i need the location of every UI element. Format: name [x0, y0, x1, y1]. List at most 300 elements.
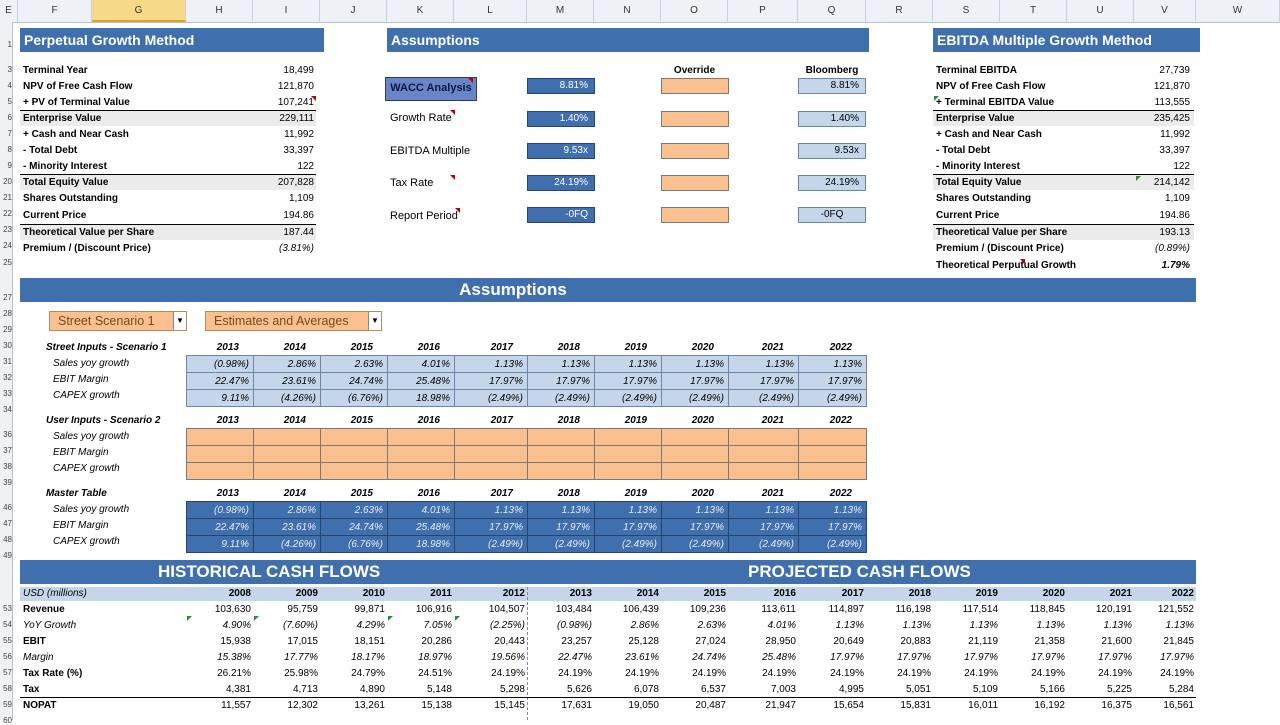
cash-flow-cell[interactable]: 12,302	[287, 700, 318, 711]
table-cell[interactable]: 2.86%	[254, 502, 321, 519]
cash-flow-cell[interactable]: 17.77%	[284, 652, 318, 663]
cash-flow-cell[interactable]: 16,375	[1101, 700, 1132, 711]
table-cell[interactable]: 17.97%	[799, 373, 867, 390]
ebitda-value[interactable]: 121,870	[1153, 81, 1190, 92]
table-cell[interactable]: 4.01%	[388, 502, 455, 519]
column-header-m[interactable]: M	[527, 0, 594, 22]
wacc-analysis-button[interactable]: WACC Analysis	[385, 77, 477, 101]
table-cell[interactable]	[729, 429, 799, 446]
row-number[interactable]: 30	[3, 341, 12, 350]
cash-flow-cell[interactable]: 5,051	[905, 684, 931, 695]
column-header-w[interactable]: W	[1196, 0, 1280, 22]
cash-flow-cell[interactable]: 21,600	[1101, 636, 1132, 647]
cash-flow-cell[interactable]: 1.13%	[835, 620, 864, 631]
table-cell[interactable]: 1.13%	[662, 356, 729, 373]
cash-flow-cell[interactable]: 5,298	[499, 684, 525, 695]
ebitda-value[interactable]: 27,739	[1159, 65, 1190, 76]
table-cell[interactable]: (2.49%)	[662, 390, 729, 407]
perpetual-label[interactable]: + PV of Terminal Value	[23, 97, 130, 108]
table-cell[interactable]	[388, 429, 455, 446]
table-cell[interactable]: 2.63%	[321, 502, 388, 519]
table-cell[interactable]	[254, 429, 321, 446]
ebitda-value[interactable]: 122	[1173, 161, 1190, 172]
table-cell[interactable]: (4.26%)	[254, 390, 321, 407]
row-number[interactable]: 37	[3, 446, 12, 455]
perpetual-value[interactable]: 187.44	[283, 227, 314, 238]
assumptions-section-banner[interactable]	[20, 278, 1196, 302]
cash-flow-cell[interactable]: 106,439	[622, 604, 659, 615]
perpetual-value[interactable]: 1,109	[288, 193, 314, 204]
row-number[interactable]: 23	[3, 225, 12, 234]
cash-flow-cell[interactable]: (0.98%)	[556, 620, 592, 631]
row-number[interactable]: 55	[3, 636, 12, 645]
cash-flow-cell[interactable]: 17.97%	[897, 652, 931, 663]
cash-flow-cell[interactable]: 24.19%	[830, 668, 864, 679]
cash-flow-cell[interactable]: 5,626	[566, 684, 592, 695]
cash-flow-cell[interactable]: 27,024	[695, 636, 726, 647]
bloomberg-cell-period[interactable]: -0FQ	[798, 207, 866, 223]
perpetual-value[interactable]: 207,828	[277, 177, 314, 188]
cash-flow-cell[interactable]: 16,011	[968, 700, 998, 711]
table-cell[interactable]	[729, 446, 799, 463]
row-number[interactable]: 8	[7, 145, 12, 154]
row-number[interactable]: 57	[3, 668, 12, 677]
cash-flow-cell[interactable]: 95,759	[287, 604, 318, 615]
perpetual-label[interactable]: Terminal Year	[23, 65, 88, 76]
bloomberg-cell-wacc[interactable]: 8.81%	[798, 78, 866, 94]
table-cell[interactable]: 17.97%	[662, 373, 729, 390]
tax-rate-value-cell[interactable]: 24.19%	[527, 175, 595, 191]
cash-flow-cell[interactable]: 15.38%	[217, 652, 251, 663]
ebitda-label[interactable]: + Cash and Near Cash	[936, 129, 1042, 140]
cash-flow-cell[interactable]: 113,611	[761, 604, 796, 615]
table-cell[interactable]: 25.48%	[388, 519, 455, 536]
table-cell[interactable]	[388, 446, 455, 463]
cash-flow-cell[interactable]: 116,198	[895, 604, 931, 615]
row-number[interactable]: 31	[3, 357, 12, 366]
table-cell[interactable]	[321, 429, 388, 446]
table-cell[interactable]	[455, 463, 528, 480]
table-cell[interactable]	[528, 463, 595, 480]
table-cell[interactable]	[799, 446, 867, 463]
cash-flow-cell[interactable]: 7.05%	[423, 620, 452, 631]
table-cell[interactable]	[729, 463, 799, 480]
table-cell[interactable]: 17.97%	[455, 519, 528, 536]
table-cell[interactable]: 1.13%	[799, 502, 867, 519]
perpetual-label[interactable]: Enterprise Value	[23, 113, 102, 124]
cash-flow-cell[interactable]: 24.19%	[964, 668, 998, 679]
ebitda-label[interactable]: + Terminal EBITDA Value	[936, 97, 1055, 108]
table-cell[interactable]: (0.98%)	[187, 502, 254, 519]
column-header-u[interactable]: U	[1067, 0, 1134, 22]
cash-flow-cell[interactable]: 117,514	[962, 604, 998, 615]
ebitda-value[interactable]: 193.13	[1159, 227, 1190, 238]
cash-flow-cell[interactable]: 24.19%	[558, 668, 592, 679]
cash-flow-cell[interactable]: 19,050	[628, 700, 659, 711]
cash-flow-cell[interactable]: 24.19%	[762, 668, 796, 679]
row-number[interactable]: 59	[3, 700, 12, 709]
table-cell[interactable]: 2.63%	[321, 356, 388, 373]
cash-flow-cell[interactable]: 15,138	[421, 700, 452, 711]
row-number[interactable]: 36	[3, 430, 12, 439]
table-cell[interactable]: 4.01%	[388, 356, 455, 373]
perpetual-label[interactable]: Shares Outstanding	[23, 193, 119, 204]
ebitda-value[interactable]: 1.79%	[1161, 260, 1190, 271]
table-cell[interactable]: 1.13%	[662, 502, 729, 519]
table-cell[interactable]	[595, 429, 662, 446]
cash-flow-cell[interactable]: 20,883	[900, 636, 931, 647]
table-cell[interactable]	[799, 429, 867, 446]
table-cell[interactable]	[528, 446, 595, 463]
cash-flow-cell[interactable]: 23.61%	[625, 652, 659, 663]
table-cell[interactable]: (4.26%)	[254, 536, 321, 553]
perpetual-label[interactable]: - Minority Interest	[23, 161, 107, 172]
cash-flow-cell[interactable]: 15,831	[900, 700, 931, 711]
row-number[interactable]: 7	[7, 129, 12, 138]
table-cell[interactable]: 17.97%	[595, 519, 662, 536]
cash-flow-cell[interactable]: 23,257	[561, 636, 592, 647]
column-header-t[interactable]: T	[1000, 0, 1067, 22]
cash-flow-cell[interactable]: 17.97%	[1098, 652, 1132, 663]
cash-flow-cell[interactable]: 17.97%	[1160, 652, 1194, 663]
cash-flow-cell[interactable]: 17,631	[561, 700, 592, 711]
perpetual-value[interactable]: 11,992	[284, 129, 314, 140]
column-header-n[interactable]: N	[594, 0, 661, 22]
row-number[interactable]: 24	[3, 241, 12, 250]
table-cell[interactable]: (6.76%)	[321, 390, 388, 407]
table-cell[interactable]: 1.13%	[455, 356, 528, 373]
table-cell[interactable]: 1.13%	[799, 356, 867, 373]
override-cell-period[interactable]	[661, 207, 729, 223]
cash-flow-cell[interactable]: 4.90%	[222, 620, 251, 631]
perpetual-label[interactable]: Theoretical Value per Share	[23, 227, 155, 238]
row-number[interactable]: 3	[7, 65, 12, 74]
ebitda-label[interactable]: Theoretical Perputual Growth	[936, 260, 1077, 271]
table-cell[interactable]: (0.98%)	[187, 356, 254, 373]
cash-flow-cell[interactable]: 25,128	[628, 636, 659, 647]
table-cell[interactable]: 23.61%	[254, 519, 321, 536]
ebitda-value[interactable]: 235,425	[1153, 113, 1190, 124]
row-number[interactable]: 5	[7, 97, 12, 106]
table-cell[interactable]: 17.97%	[455, 373, 528, 390]
table-cell[interactable]: (2.49%)	[528, 536, 595, 553]
cash-flow-cell[interactable]: 17.97%	[830, 652, 864, 663]
row-number[interactable]: 27	[3, 293, 12, 302]
row-number[interactable]: 46	[3, 503, 12, 512]
override-cell-tax[interactable]	[661, 175, 729, 191]
ebitda-value[interactable]: 214,142	[1153, 177, 1190, 188]
perpetual-label[interactable]: Total Equity Value	[23, 177, 109, 188]
cash-flow-cell[interactable]: 6,078	[633, 684, 659, 695]
ebitda-label[interactable]: Premium / (Discount Price)	[936, 243, 1064, 254]
wacc-value-cell[interactable]: 8.81%	[527, 78, 595, 94]
cash-flow-cell[interactable]: 26.21%	[217, 668, 251, 679]
ebitda-method-title[interactable]: EBITDA Multiple Growth Method	[933, 28, 1200, 52]
assumptions-title[interactable]: Assumptions	[387, 28, 869, 52]
table-cell[interactable]: (2.49%)	[729, 390, 799, 407]
cash-flow-cell[interactable]: 15,938	[220, 636, 251, 647]
cash-flow-cell[interactable]: 24.74%	[692, 652, 726, 663]
table-cell[interactable]	[455, 446, 528, 463]
cash-flow-cell[interactable]: 15,654	[833, 700, 864, 711]
table-cell[interactable]: (2.49%)	[455, 536, 528, 553]
row-number[interactable]: 9	[7, 161, 12, 170]
row-number[interactable]: 56	[3, 652, 12, 661]
ebitda-value[interactable]: 11,992	[1160, 129, 1190, 140]
override-cell-ebitda[interactable]	[661, 143, 729, 159]
table-cell[interactable]	[595, 463, 662, 480]
cash-flow-cell[interactable]: 4,995	[838, 684, 864, 695]
cash-flow-cell[interactable]: 1.13%	[1103, 620, 1132, 631]
cash-flow-cell[interactable]: 21,358	[1034, 636, 1065, 647]
table-cell[interactable]: 17.97%	[662, 519, 729, 536]
table-cell[interactable]	[662, 429, 729, 446]
column-header-q[interactable]: Q	[798, 0, 866, 22]
cash-flow-cell[interactable]: 11,557	[221, 700, 251, 711]
table-cell[interactable]	[187, 429, 254, 446]
column-header-e[interactable]: E	[0, 0, 18, 22]
table-cell[interactable]	[321, 446, 388, 463]
perpetual-value[interactable]: 122	[297, 161, 314, 172]
cash-flow-cell[interactable]: 2.63%	[697, 620, 726, 631]
ebitda-value[interactable]: 113,555	[1154, 97, 1190, 108]
estimates-dropdown[interactable]	[205, 311, 382, 331]
ebitda-label[interactable]: Terminal EBITDA	[936, 65, 1017, 76]
table-cell[interactable]: (2.49%)	[799, 536, 867, 553]
ebitda-label[interactable]: Total Equity Value	[936, 177, 1022, 188]
cash-flow-cell[interactable]: 21,119	[968, 636, 998, 647]
column-header-o[interactable]: O	[661, 0, 728, 22]
cash-flow-cell[interactable]: 18.17%	[351, 652, 385, 663]
ebitda-value[interactable]: 33,397	[1159, 145, 1190, 156]
cash-flow-cell[interactable]: 5,284	[1168, 684, 1194, 695]
cash-flow-cell[interactable]: 24.19%	[692, 668, 726, 679]
perpetual-label[interactable]: Premium / (Discount Price)	[23, 243, 151, 254]
table-cell[interactable]: 1.13%	[528, 356, 595, 373]
table-cell[interactable]: 17.97%	[729, 519, 799, 536]
cash-flow-cell[interactable]: 20,649	[833, 636, 864, 647]
perpetual-growth-title[interactable]: Perpetual Growth Method	[20, 28, 324, 52]
cash-flow-cell[interactable]: 5,148	[426, 684, 452, 695]
table-cell[interactable]: 2.86%	[254, 356, 321, 373]
table-cell[interactable]: 17.97%	[528, 519, 595, 536]
cash-flow-cell[interactable]: 16,192	[1034, 700, 1065, 711]
cash-flow-cell[interactable]: 1.13%	[902, 620, 931, 631]
row-number[interactable]: 22	[3, 209, 12, 218]
row-number[interactable]: 1	[7, 40, 12, 49]
table-cell[interactable]: 17.97%	[729, 373, 799, 390]
cash-flow-cell[interactable]: 24.79%	[351, 668, 385, 679]
column-header-i[interactable]: I	[253, 0, 320, 22]
cash-flow-cell[interactable]: 99,871	[354, 604, 385, 615]
row-number[interactable]: 32	[3, 373, 12, 382]
table-cell[interactable]: 24.74%	[321, 373, 388, 390]
row-number[interactable]: 38	[3, 462, 12, 471]
cash-flow-cell[interactable]: 4,890	[359, 684, 385, 695]
cash-flow-cell[interactable]: 13,261	[354, 700, 385, 711]
row-number[interactable]: 58	[3, 684, 12, 693]
column-header-h[interactable]: H	[186, 0, 253, 22]
table-cell[interactable]: 9.11%	[187, 536, 254, 553]
table-cell[interactable]: 1.13%	[729, 502, 799, 519]
table-cell[interactable]: 1.13%	[528, 502, 595, 519]
ebitda-label[interactable]: - Total Debt	[936, 145, 991, 156]
cash-flow-cell[interactable]: 6,537	[700, 684, 726, 695]
row-number[interactable]: 47	[3, 519, 12, 528]
cash-flow-cell[interactable]: 20,286	[421, 636, 452, 647]
table-cell[interactable]: 23.61%	[254, 373, 321, 390]
cash-flow-cell[interactable]: 17.97%	[1031, 652, 1065, 663]
ebitda-value[interactable]: 194.86	[1159, 210, 1190, 221]
ebitda-label[interactable]: Theoretical Value per Share	[936, 227, 1068, 238]
cash-flow-cell[interactable]: 2.86%	[630, 620, 659, 631]
row-number[interactable]: 21	[3, 193, 12, 202]
table-cell[interactable]: 1.13%	[455, 502, 528, 519]
table-cell[interactable]: (2.49%)	[729, 536, 799, 553]
cash-flow-cell[interactable]: 104,507	[488, 604, 525, 615]
table-cell[interactable]: 17.97%	[528, 373, 595, 390]
growth-rate-value-cell[interactable]: 1.40%	[527, 111, 595, 127]
cash-flow-cell[interactable]: 1.13%	[969, 620, 998, 631]
row-number[interactable]: 20	[3, 177, 12, 186]
table-cell[interactable]: (2.49%)	[595, 536, 662, 553]
table-cell[interactable]	[321, 463, 388, 480]
cash-flow-cell[interactable]: 25.98%	[284, 668, 318, 679]
cash-flow-cell[interactable]: 15,145	[494, 700, 525, 711]
cash-flow-cell[interactable]: 120,191	[1095, 604, 1132, 615]
row-number[interactable]: 4	[7, 81, 12, 90]
cash-flow-cell[interactable]: 1.13%	[1165, 620, 1194, 631]
cash-flow-cell[interactable]: (7.60%)	[282, 620, 318, 631]
perpetual-value[interactable]: 33,397	[283, 145, 314, 156]
ebitda-label[interactable]: NPV of Free Cash Flow	[936, 81, 1046, 92]
table-cell[interactable]: 17.97%	[799, 519, 867, 536]
chevron-down-icon[interactable]: ▼	[368, 312, 381, 330]
row-number[interactable]: 29	[3, 325, 12, 334]
table-cell[interactable]: 9.11%	[187, 390, 254, 407]
row-number[interactable]: 33	[3, 389, 12, 398]
table-cell[interactable]: 17.97%	[595, 373, 662, 390]
table-cell[interactable]: (2.49%)	[455, 390, 528, 407]
cash-flow-cell[interactable]: 24.19%	[1031, 668, 1065, 679]
row-number[interactable]: 39	[3, 478, 12, 487]
cash-flow-cell[interactable]: 24.19%	[625, 668, 659, 679]
cash-flow-cell[interactable]: 28,950	[765, 636, 796, 647]
table-cell[interactable]	[187, 446, 254, 463]
perpetual-label[interactable]: Current Price	[23, 210, 87, 221]
cash-flow-cell[interactable]: 24.19%	[1098, 668, 1132, 679]
table-cell[interactable]	[254, 446, 321, 463]
bloomberg-cell-growth[interactable]: 1.40%	[798, 111, 866, 127]
ebitda-multiple-value-cell[interactable]: 9.53x	[527, 143, 595, 159]
cash-flow-cell[interactable]: 25.48%	[762, 652, 796, 663]
override-cell-wacc[interactable]	[661, 78, 729, 94]
table-cell[interactable]: 22.47%	[187, 373, 254, 390]
cash-flow-cell[interactable]: (2.25%)	[489, 620, 525, 631]
cash-flow-cell[interactable]: 103,484	[555, 604, 592, 615]
column-header-f[interactable]: F	[18, 0, 92, 22]
cash-flow-cell[interactable]: 16,561	[1163, 700, 1194, 711]
cash-flow-cell[interactable]: 109,236	[689, 604, 726, 615]
row-number[interactable]: 6	[7, 113, 12, 122]
table-cell[interactable]: 1.13%	[595, 502, 662, 519]
scenario-dropdown[interactable]	[49, 311, 187, 331]
cash-flow-cell[interactable]: 18,151	[354, 636, 385, 647]
row-number[interactable]: 34	[3, 405, 12, 414]
bloomberg-cell-tax[interactable]: 24.19%	[798, 175, 866, 191]
table-cell[interactable]: (2.49%)	[528, 390, 595, 407]
ebitda-label[interactable]: - Minority Interest	[936, 161, 1020, 172]
cash-flow-cell[interactable]: 7,003	[770, 684, 796, 695]
perpetual-value[interactable]: 229,111	[279, 113, 314, 124]
cash-flow-cell[interactable]: 17.97%	[964, 652, 998, 663]
cash-flow-cell[interactable]: 5,166	[1039, 684, 1065, 695]
cash-flow-cell[interactable]: 24.51%	[418, 668, 452, 679]
column-header-p[interactable]: P	[728, 0, 798, 22]
cash-flow-cell[interactable]: 19.56%	[491, 652, 525, 663]
column-header-k[interactable]: K	[387, 0, 454, 22]
table-cell[interactable]: (2.49%)	[662, 536, 729, 553]
bloomberg-cell-ebitda[interactable]: 9.53x	[798, 143, 866, 159]
column-header-s[interactable]: S	[933, 0, 1000, 22]
cash-flow-cell[interactable]: 103,630	[214, 604, 251, 615]
cash-flow-cell[interactable]: 22.47%	[558, 652, 592, 663]
cash-flow-cell[interactable]: 17,015	[287, 636, 318, 647]
perpetual-label[interactable]: + Cash and Near Cash	[23, 129, 129, 140]
perpetual-value[interactable]: 121,870	[277, 81, 314, 92]
cash-flow-cell[interactable]: 5,109	[972, 684, 998, 695]
row-number[interactable]: 53	[3, 604, 12, 613]
perpetual-value[interactable]: 18,499	[283, 65, 314, 76]
cash-flow-cell[interactable]: 20,487	[695, 700, 726, 711]
ebitda-label[interactable]: Current Price	[936, 210, 1000, 221]
table-cell[interactable]: 1.13%	[595, 356, 662, 373]
cash-flow-cell[interactable]: 1.13%	[1036, 620, 1065, 631]
cash-flow-cell[interactable]: 4.01%	[767, 620, 796, 631]
cash-flow-cell[interactable]: 24.19%	[897, 668, 931, 679]
cash-flow-cell[interactable]: 106,916	[415, 604, 452, 615]
table-cell[interactable]	[388, 463, 455, 480]
ebitda-label[interactable]: Enterprise Value	[936, 113, 1015, 124]
perpetual-value[interactable]: 194.86	[283, 210, 314, 221]
row-number[interactable]: 60	[3, 716, 12, 725]
table-cell[interactable]	[662, 463, 729, 480]
cash-flow-cell[interactable]: 4,381	[225, 684, 251, 695]
cash-flow-cell[interactable]: 121,552	[1157, 604, 1194, 615]
table-cell[interactable]: (6.76%)	[321, 536, 388, 553]
table-cell[interactable]	[595, 446, 662, 463]
report-period-value-cell[interactable]: -0FQ	[527, 207, 595, 223]
ebitda-value[interactable]: (0.89%)	[1154, 243, 1190, 254]
table-cell[interactable]: 22.47%	[187, 519, 254, 536]
table-cell[interactable]	[455, 429, 528, 446]
cash-flow-cell[interactable]: 4,713	[292, 684, 318, 695]
cash-flow-cell[interactable]: 24.19%	[1160, 668, 1194, 679]
table-cell[interactable]	[799, 463, 867, 480]
ebitda-value[interactable]: 1,109	[1164, 193, 1190, 204]
table-cell[interactable]: 24.74%	[321, 519, 388, 536]
column-header-v[interactable]: V	[1134, 0, 1196, 22]
cash-flow-cell[interactable]: 18.97%	[418, 652, 452, 663]
row-number[interactable]: 48	[3, 535, 12, 544]
cash-flow-cell[interactable]: 118,845	[1029, 604, 1065, 615]
table-cell[interactable]	[528, 429, 595, 446]
perpetual-value[interactable]: 107,241	[277, 97, 314, 108]
perpetual-label[interactable]: NPV of Free Cash Flow	[23, 81, 133, 92]
chevron-down-icon[interactable]: ▼	[173, 312, 186, 330]
table-cell[interactable]: 18.98%	[388, 390, 455, 407]
perpetual-value[interactable]: (3.81%)	[278, 243, 314, 254]
